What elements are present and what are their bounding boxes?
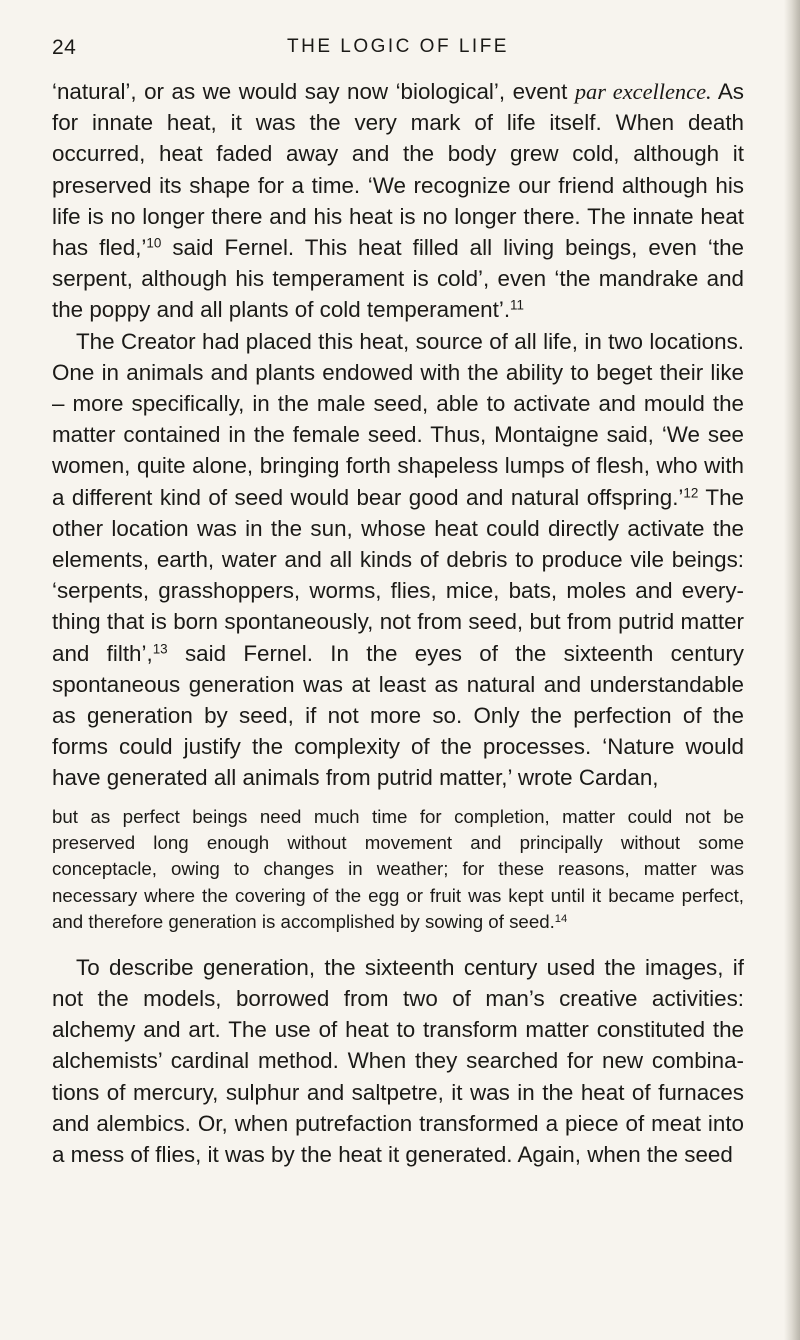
quote-text: but as perfect beings need much time for completion, matter could not be preserved long enough without movement and principally without some conceptacle, owing to changes in weather; for these reasons, matter was necessary where the covering of the egg or fruit was kept until it became perfect, and therefore generation is accomplished by sowing of seed.	[52, 805, 744, 933]
paragraph-creator-heat	[52, 326, 744, 794]
footnote-ref: 12	[683, 485, 699, 501]
footnote-ref: 11	[510, 298, 524, 314]
paragraph-natural-heat	[52, 76, 744, 326]
text-span: The Creator had placed this heat, source of all life, in two locations. One in animals and plants endowed with the ability to beget their like – more specifically, in the male seed, able to activate and mould the matter contained in the female seed. Thus, Montaigne said, ‘We see women, quite alone, bringing forth shapeless lumps of flesh, who with a different kind of seed would bear good and natural offspring.’	[52, 328, 744, 510]
running-head	[52, 36, 744, 66]
text-span: said Fernel. This heat filled all living beings, even ‘the serpent, although his temperament is cold’, even ‘the mandrake and the poppy and all plants of cold temperament’.	[52, 235, 744, 323]
text-span: said Fernel. In the eyes of the sixteenth century spontaneous generation was at least as natural and understandable as generation by seed, if not more so. Only the perfection of the forms could justify the complexity of the processes. ‘Nature would have generated all animals from putrid matter,’ wrote Cardan,	[52, 640, 745, 791]
italic-phrase: par excellence.	[574, 79, 712, 104]
text-span: As for innate heat, it was the very mark of life itself. When death occurred, heat faded away and the body grew cold, although it preserved its shape for a time. ‘We recognize our friend although his life is no longer there and his heat is no longer there. The innate heat has fled,’	[52, 79, 744, 261]
footnote-ref: 10	[146, 235, 162, 251]
paragraph-generation-images: To describe generation, the sixteenth century used the images, if not the models, borrowed from two of man’s creative activities: alchemy and art. The use of heat to transform matter constituted the alchemists’ cardinal method. When they searched for new combina-tions of mercury, sulphur and saltpetre, it was in the heat of furnaces and alembics. Or, when putrefaction transformed a piece of meat into a mess of flies, it was by the heat it generated. Again, when the seed	[52, 954, 744, 1167]
body-text	[52, 76, 744, 1170]
running-title: THE LOGIC OF LIFE	[287, 36, 509, 57]
footnote-ref: 14	[554, 913, 568, 926]
text-span: The other location was in the sun, whose heat could directly activate the elements, earth, water and all kinds of debris to produce vile beings: ‘serpents, grasshoppers, worms, flies, mice, bats, moles and every-thing that is born spontaneously, not from seed, but from putrid matter and filth’,	[52, 484, 744, 666]
block-quote-cardan	[52, 804, 744, 936]
footnote-ref: 13	[152, 641, 168, 657]
page-number: 24	[52, 36, 77, 59]
page-edge-shadow	[784, 0, 800, 1340]
text-span: ‘natural’, or as we would say now ‘biological’, event	[52, 79, 575, 104]
